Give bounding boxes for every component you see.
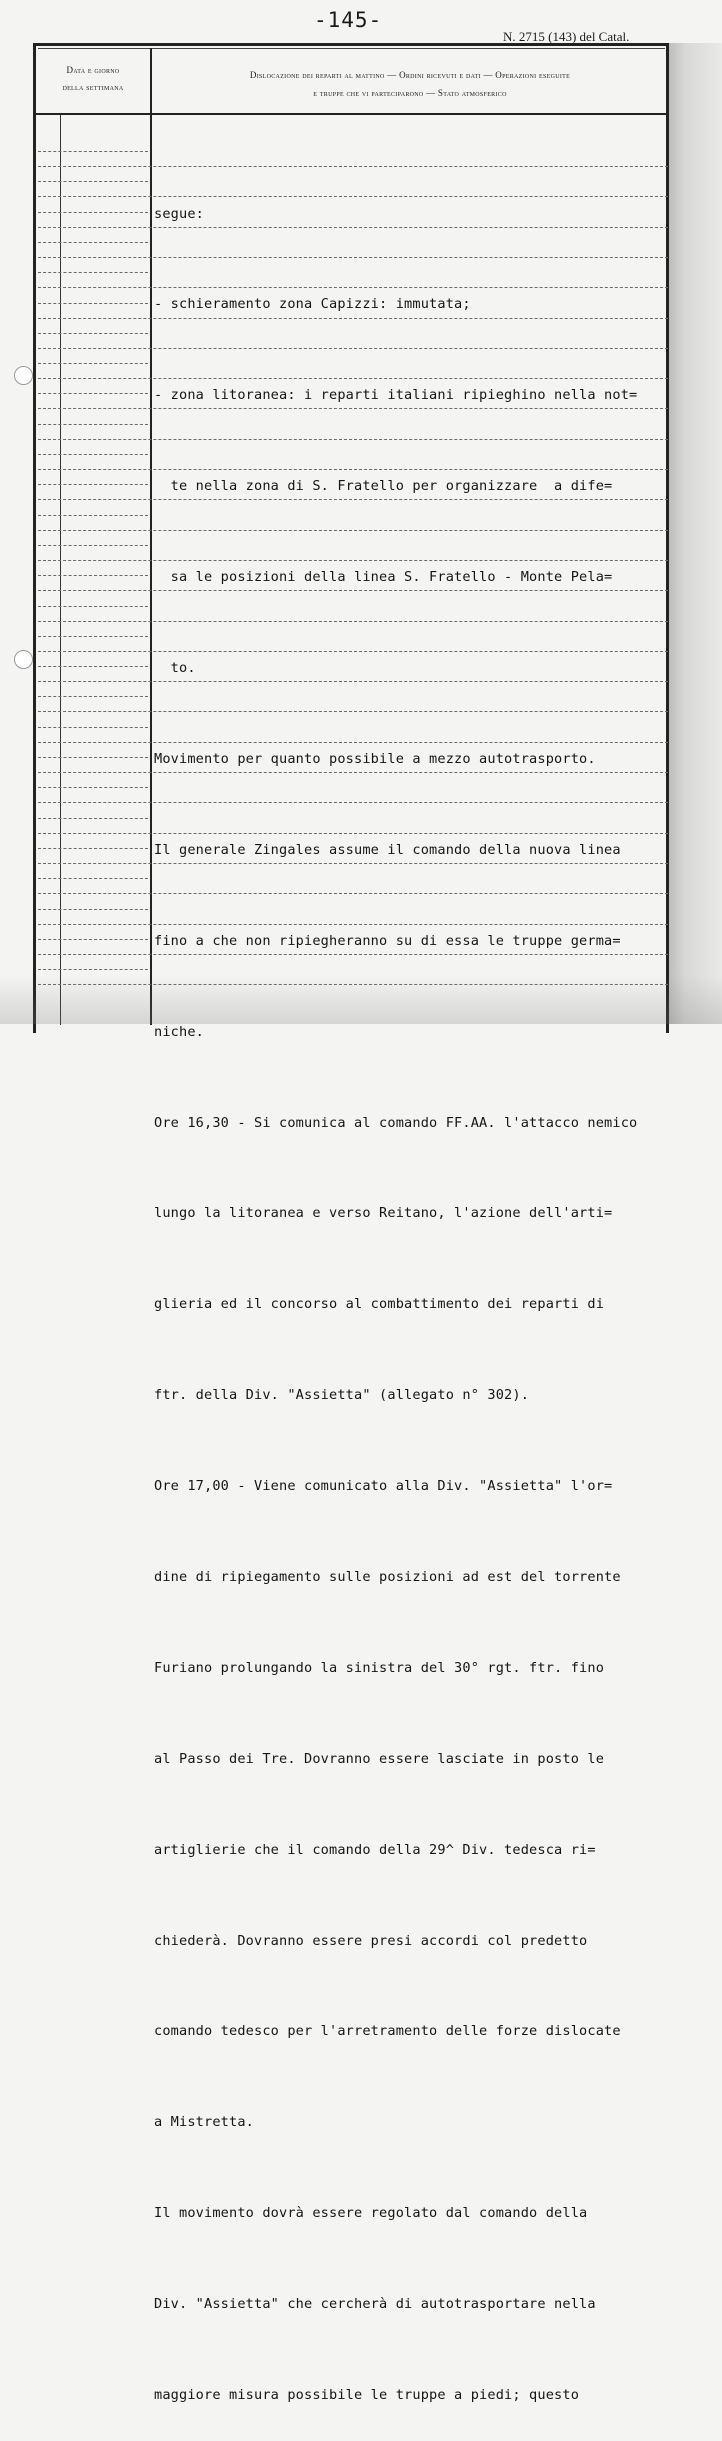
text-line: niche.	[154, 1023, 205, 1040]
text-line: Ore 16,30 - Si comunica al comando FF.AA. l'attacco nemico	[154, 1114, 638, 1131]
text-line: - zona litoranea: i reparti italiani ripieghino nella not=	[154, 387, 638, 404]
date-column-ruled-line	[38, 272, 148, 273]
punch-hole	[14, 366, 33, 385]
date-column-ruled-line	[38, 212, 148, 213]
text-line: fino a che non ripiegheranno su di essa le truppe germa=	[154, 932, 621, 949]
text-line: te nella zona di S. Fratello per organizzare a dife=	[154, 478, 613, 495]
date-column-ruled-line	[38, 454, 148, 455]
date-column-ruled-line	[38, 848, 148, 849]
date-column-ruled-line	[38, 969, 148, 970]
header-bottom-rule	[33, 113, 669, 115]
header-column-divider	[150, 48, 152, 114]
text-line: Il generale Zingales assume il comando della nuova linea	[154, 841, 621, 858]
text-line: a Mistretta.	[154, 2114, 255, 2131]
text-line: comando tedesco per l'arretramento delle forze dislocate	[154, 2023, 621, 2040]
text-line: segue:	[154, 205, 205, 222]
date-column-ruled-line	[38, 787, 148, 788]
date-column-ruled-line	[38, 303, 148, 304]
date-column-ruled-line	[38, 696, 148, 697]
text-line: al Passo dei Tre. Dovranno essere lasciate in posto le	[154, 1750, 605, 1767]
date-column-ruled-line	[38, 757, 148, 758]
text-line: glieria ed il concorso al combattimento dei reparti di	[154, 1296, 605, 1313]
date-column-ruled-line	[38, 484, 148, 485]
date-column-ruled-line	[38, 393, 148, 394]
date-column-ruled-line	[38, 545, 148, 546]
text-line: Il movimento dovrà essere regolato dal comando della	[154, 2205, 588, 2222]
frame-inner-rule	[38, 48, 665, 49]
main-column-heading	[160, 66, 660, 102]
text-line: Div. "Assietta" che cercherà di autotrasportare nella	[154, 2296, 596, 2313]
scan-edge-shadow	[669, 43, 722, 1024]
date-column-ruled-line	[38, 606, 148, 607]
date-column-ruled-line	[38, 909, 148, 910]
text-line: Movimento per quanto possibile a mezzo autotrasporto.	[154, 750, 596, 767]
date-column-ruled-line	[38, 666, 148, 667]
date-column-ruled-line	[38, 636, 148, 637]
date-column-ruled-line	[38, 242, 148, 243]
date-column-ruled-line	[38, 515, 148, 516]
date-column-ruled-line	[38, 333, 148, 334]
date-column-ruled-line	[38, 939, 148, 940]
text-line: maggiore misura possibile le truppe a piedi; questo	[154, 2386, 580, 2403]
catalog-reference: N. 2715 (143) del Catal.	[503, 29, 630, 44]
date-column-ruled-line	[38, 575, 148, 576]
text-line: artiglierie che il comando della 29^ Div. tedesca ri=	[154, 1841, 596, 1858]
date-column-heading-line1: Data e giorno	[66, 65, 120, 75]
text-line: sa le posizioni della linea S. Fratello - Monte Pela=	[154, 569, 613, 586]
text-line: to.	[154, 660, 196, 677]
date-column-ruled-line	[38, 151, 148, 152]
text-line: ftr. della Div. "Assietta" (allegato n° 302).	[154, 1387, 530, 1404]
text-line: - schieramento zona Capizzi: immutata;	[154, 296, 471, 313]
text-line: lungo la litoranea e verso Reitano, l'azione dell'arti=	[154, 1205, 613, 1222]
date-column-ruled-line	[38, 424, 148, 425]
date-column-heading	[40, 62, 146, 96]
main-column-heading-line1: Dislocazione dei reparti al mattino — Ordini ricevuti e dati — Operazioni eseguite	[249, 70, 571, 80]
date-column-ruled-line	[38, 818, 148, 819]
left-margin-line	[60, 115, 61, 1025]
date-column-ruled-line	[38, 727, 148, 728]
main-column-heading-line2: e truppe che vi parteciparono — Stato atmosferico	[313, 88, 507, 98]
page-number: -145-	[314, 8, 383, 32]
scan-bottom-shadow	[0, 975, 722, 1024]
text-line: Ore 17,00 - Viene comunicato alla Div. "Assietta" l'or=	[154, 1478, 613, 1495]
text-line: chiederà. Dovranno essere presi accordi col predetto	[154, 1932, 588, 1949]
date-column-divider	[150, 115, 152, 1025]
typewritten-entry	[154, 138, 674, 2441]
punch-hole	[14, 650, 33, 669]
date-column-heading-line2: della settimana	[62, 82, 124, 92]
date-column-ruled-line	[38, 878, 148, 879]
text-line: dine di ripiegamento sulle posizioni ad est del torrente	[154, 1568, 621, 1585]
text-line: Furiano prolungando la sinistra del 30° rgt. ftr. fino	[154, 1659, 605, 1676]
date-column-ruled-line	[38, 363, 148, 364]
date-column-ruled-line	[38, 181, 148, 182]
